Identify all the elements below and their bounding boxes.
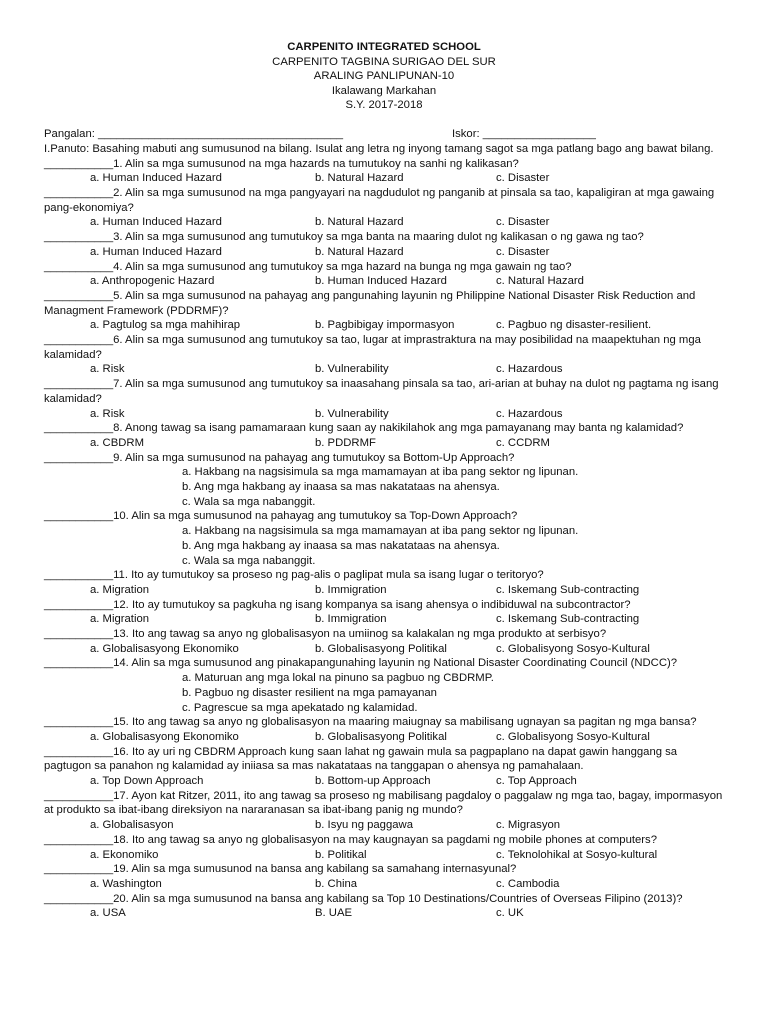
choice-row — [44, 818, 724, 833]
quarter-label: Ikalawang Markahan — [331, 84, 437, 97]
question-item — [44, 833, 724, 862]
question-item — [44, 186, 724, 230]
choice-option-c: c. Teknolohikal at Sosyo-kultural — [496, 848, 658, 861]
choice-option-a: a. Ekonomiko — [90, 848, 159, 861]
choice-option-a: a. Globalisasyong Ekonomiko — [90, 642, 239, 655]
choice-option-c: c. Disaster — [496, 172, 550, 185]
question-text: ___________18. Ito ang tawag sa anyo ng globalisasyon na may kaugnayan sa pagdami ng mobile phones at computers? — [44, 833, 657, 846]
school-year: S.Y. 2017-2018 — [345, 99, 423, 112]
choice-row — [44, 436, 724, 451]
question-text: ___________1. Alin sa mga sumusunod na mga hazards na tumutukoy na sanhi ng kalikasan? — [44, 157, 519, 170]
choice-option-b: b. Human Induced Hazard — [315, 275, 447, 288]
question-text: ___________17. Ayon kat Ritzer, 2011, ito ang tawag sa proseso ng mabilisang pagdaloy o paggalaw ng mga tao, bagay, impormasyon at produkto sa ibat-ibang direksiyon na nararanasan sa ibat-ibang panig ng mundo? — [44, 789, 723, 817]
question-item — [44, 715, 724, 744]
choice-option-b: b. Bottom-up Approach — [315, 775, 431, 788]
choice-option-a: a. Human Induced Hazard — [90, 216, 222, 229]
choice-option-a: a. CBDRM — [90, 436, 144, 449]
choice-row — [44, 906, 724, 921]
choice-option-b: b. Politikal — [315, 848, 367, 861]
question-item — [44, 789, 724, 833]
question-text: ___________15. Ito ang tawag sa anyo ng globalisasyon na maaring maiugnay sa mabilisang ugnayan sa pagitan ng mga bansa? — [44, 716, 697, 729]
choice-row — [44, 642, 724, 657]
question-item — [44, 289, 724, 333]
choice-row — [44, 612, 724, 627]
exam-sheet — [44, 40, 724, 921]
choice-option: c. Wala sa mga nabanggit. — [182, 554, 316, 567]
choice-option-a: a. Globalisasyon — [90, 819, 174, 832]
name-field[interactable]: Pangalan: _______________________________________ — [44, 127, 344, 140]
question-text: ___________4. Alin sa mga sumusunod ang tumutukoy sa mga hazard na bunga ng mga gawain ng tao? — [44, 260, 572, 273]
question-text: ___________10. Alin sa mga sumusunod na pahayag ang tumutukoy sa Top-Down Approach? — [44, 510, 518, 523]
choice-row — [44, 583, 724, 598]
choice-option-c: c. Iskemang Sub-contracting — [496, 613, 640, 626]
choice-row — [44, 877, 724, 892]
choice-row — [44, 215, 724, 230]
choice-option-c: c. Pagbuo ng disaster-resilient. — [496, 319, 652, 332]
choice-option-b: b. China — [315, 877, 358, 890]
choice-option-b: b. Globalisasyong Politikal — [315, 642, 447, 655]
question-item — [44, 333, 724, 377]
question-item — [44, 377, 724, 421]
choice-row — [44, 730, 724, 745]
choice-option-c: c. Iskemang Sub-contracting — [496, 583, 640, 596]
question-text: ___________20. Alin sa mga sumusunod na bansa ang kabilang sa Top 10 Destinations/Countries of Overseas Filipino (2013)? — [44, 892, 683, 905]
choice-option: b. Ang mga hakbang ay inaasa sa mas nakatataas na ahensya. — [182, 539, 500, 552]
question-item — [44, 862, 724, 891]
name-score-row — [44, 127, 724, 142]
question-text: ___________19. Alin sa mga sumusunod na bansa ang kabilang sa samahang internasyunal? — [44, 863, 517, 876]
choice-option-b: b. Vulnerability — [315, 363, 389, 376]
question-item — [44, 260, 724, 289]
choice-row — [44, 245, 724, 260]
choice-option: a. Hakbang na nagsisimula sa mga mamamayan at iba pang sektor ng lipunan. — [182, 525, 579, 538]
choice-option: b. Ang mga hakbang ay inaasa sa mas nakatataas na ahensya. — [182, 481, 500, 494]
question-item — [44, 421, 724, 450]
question-item — [44, 230, 724, 259]
choice-option-b: b. Immigration — [315, 613, 387, 626]
choice-option-c: c. Cambodia — [496, 877, 560, 890]
choice-option-c: c. Hazardous — [496, 407, 563, 420]
question-item — [44, 509, 724, 568]
choice-option-b: b. Globalisasyong Politikal — [315, 730, 447, 743]
choice-option-b: b. Natural Hazard — [315, 216, 404, 229]
question-item — [44, 892, 724, 921]
question-text: ___________13. Ito ang tawag sa anyo ng globalisasyon na umiinog sa kalakalan ng mga produkto at serbisyo? — [44, 628, 607, 641]
choice-option: c. Pagrescue sa mga apekatado ng kalamidad. — [182, 701, 418, 714]
choice-row — [44, 318, 724, 333]
question-item — [44, 656, 724, 715]
choice-option-a: a. Risk — [90, 407, 125, 420]
question-item — [44, 568, 724, 597]
question-text: ___________5. Alin sa mga sumusunod na pahayag ang pangunahing layunin ng Philippine National Disaster Risk Reduction and Managment Framework (PDDRMF)? — [44, 289, 696, 317]
choice-option-b: b. Natural Hazard — [315, 245, 404, 258]
choice-option-c: c. Hazardous — [496, 363, 563, 376]
choice-option-a: a. Risk — [90, 363, 125, 376]
question-text: ___________14. Alin sa mga sumusunod ang pinakapangunahing layunin ng National Disaster Coordinating Council (NDCC)? — [44, 657, 678, 670]
choice-option-c: c. Globalisyong Sosyo-Kultural — [496, 642, 650, 655]
choice-option-b: B. UAE — [315, 907, 353, 920]
choice-option-c: c. UK — [496, 907, 524, 920]
question-text: ___________9. Alin sa mga sumusunod na pahayag ang tumutukoy sa Bottom-Up Approach? — [44, 451, 515, 464]
choice-option-b: b. Immigration — [315, 583, 387, 596]
choice-row — [44, 407, 724, 422]
choice-option-c: c. Disaster — [496, 216, 550, 229]
score-field[interactable]: Iskor: __________________ — [452, 127, 596, 140]
choice-option-a: a. Globalisasyong Ekonomiko — [90, 730, 239, 743]
choice-row — [44, 171, 724, 186]
subject-title: ARALING PANLIPUNAN-10 — [313, 70, 455, 83]
choice-row — [44, 274, 724, 289]
choice-option-b: b. Natural Hazard — [315, 172, 404, 185]
choice-option: b. Pagbuo ng disaster resilient na mga pamayanan — [182, 686, 437, 699]
question-item — [44, 157, 724, 186]
question-text: ___________11. Ito ay tumutukoy sa proseso ng pag-alis o paglipat mula sa isang lugar o teritoryo? — [44, 569, 544, 582]
choice-option-a: a. Anthropogenic Hazard — [90, 275, 215, 288]
question-text: ___________2. Alin sa mga sumusunod na mga pangyayari na nagdudulot ng panganib at pinsala sa tao, kapaligiran at mga gawaing pang-ekonomiya? — [44, 187, 715, 214]
choice-row — [44, 848, 724, 863]
choice-option-c: c. Globalisyong Sosyo-Kultural — [496, 730, 650, 743]
question-text: ___________8. Anong tawag sa isang pamamaraan kung saan ay nakikilahok ang mga pamayanang may banta ng kalamidad? — [44, 422, 684, 435]
choice-option-c: c. CCDRM — [496, 436, 550, 449]
choice-option-c: c. Top Approach — [496, 775, 577, 788]
question-text: ___________6. Alin sa mga sumusunod ang tumutukoy sa tao, lugar at imprastraktura na may posibilidad na maapektuhan ng mga kalamidad? — [44, 334, 701, 361]
question-item — [44, 598, 724, 627]
choice-option-b: b. PDDRMF — [315, 436, 376, 449]
choice-option-a: a. Migration — [90, 613, 150, 626]
choice-option-b: b. Isyu ng paggawa — [315, 819, 413, 832]
choice-option-a: a. USA — [90, 907, 126, 920]
choice-option-a: a. Human Induced Hazard — [90, 172, 222, 185]
choice-option-a: a. Washington — [90, 877, 162, 890]
question-item — [44, 451, 724, 510]
question-list — [44, 157, 724, 921]
choice-row — [44, 774, 724, 789]
choice-option-b: b. Pagbibigay impormasyon — [315, 319, 455, 332]
question-text: ___________7. Alin sa mga sumusunod ang tumutukoy sa inaasahang pinsala sa tao, ari-arian at buhay na dulot ng pagtama ng isang kalamidad? — [44, 378, 719, 405]
choice-option-a: a. Migration — [90, 583, 150, 596]
choice-option-a: a. Top Down Approach — [90, 775, 204, 788]
exam-header — [44, 40, 724, 113]
question-item — [44, 627, 724, 656]
choice-option-c: c. Disaster — [496, 245, 550, 258]
question-text: ___________16. Ito ay uri ng CBDRM Approach kung saan lahat ng gawain mula sa pagpaplano na dapat gawin hanggang sa pagtugon sa panahon ng kalamidad ay iniiasa sa mas nakatataas na tanggapan o ahensya ng pamahalaan. — [44, 745, 678, 773]
choice-option: c. Wala sa mga nabanggit. — [182, 495, 316, 508]
question-text: ___________3. Alin sa mga sumusunod ang tumutukoy sa mga banta na maaring dulot ng kalikasan o ng gawa ng tao? — [44, 231, 644, 244]
choice-option-a: a. Pagtulog sa mga mahihirap — [90, 319, 241, 332]
choice-option-c: c. Migrasyon — [496, 819, 561, 832]
school-address: CARPENITO TAGBINA SURIGAO DEL SUR — [272, 55, 496, 68]
choice-option-b: b. Vulnerability — [315, 407, 389, 420]
choice-option: a. Maturuan ang mga lokal na pinuno sa pagbuo ng CBDRMP. — [182, 672, 494, 685]
question-item — [44, 745, 724, 789]
choice-row — [44, 362, 724, 377]
school-name: CARPENITO INTEGRATED SCHOOL — [287, 41, 481, 53]
choice-option-a: a. Human Induced Hazard — [90, 245, 222, 258]
choice-option: a. Hakbang na nagsisimula sa mga mamamayan at iba pang sektor ng lipunan. — [182, 466, 579, 479]
question-text: ___________12. Ito ay tumutukoy sa pagkuha ng isang kompanya sa isang ahensya o indibiduwal na subcontractor? — [44, 598, 631, 611]
choice-option-c: c. Natural Hazard — [496, 275, 584, 288]
instructions: I.Panuto: Basahing mabuti ang sumusunod na bilang. Isulat ang letra ng inyong tamang sagot sa mga patlang bago ang bawat bilang. — [44, 142, 714, 155]
